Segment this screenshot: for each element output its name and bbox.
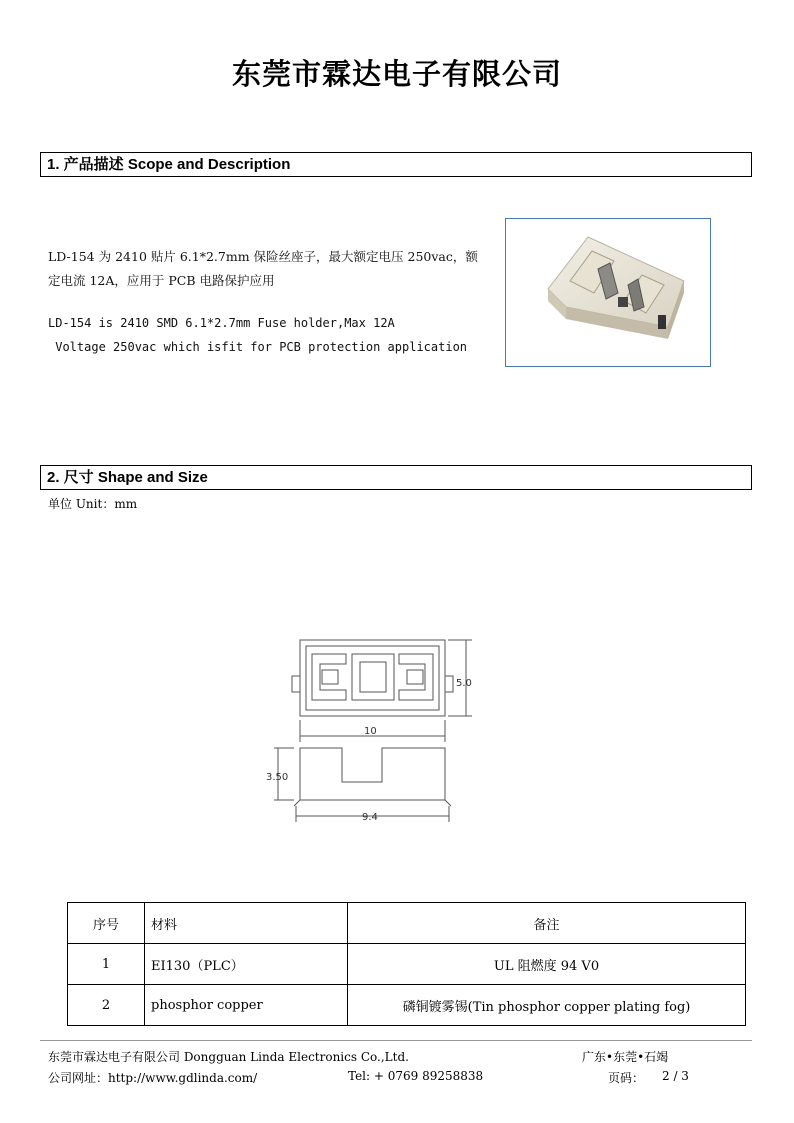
dim-length-side: 9.4 [362,812,378,823]
row-material: EI130（PLC） [145,944,348,985]
table-row [68,944,746,985]
row-no: 2 [68,985,145,1026]
side-view [274,748,451,822]
footer-location: 广东•东莞•石竭 [582,1050,669,1064]
footer-company: 东莞市霖达电子有限公司 Dongguan Linda Electronics Co.,Ltd. [48,1050,409,1064]
header-note: 备注 [348,903,746,944]
section-1-heading: 1. 产品描述 Scope and Description [40,152,752,177]
section-2-heading: 2. 尺寸 Shape and Size [40,465,752,490]
description-en-line2: Voltage 250vac which isfit for PCB protection application [48,340,468,354]
header-material: 材料 [145,903,348,944]
company-title: 东莞市霖达电子有限公司 [231,57,562,91]
table-header-row [68,903,746,944]
dim-height-top: 5.0 [456,678,472,689]
footer-page-number: 2 / 3 [662,1069,689,1083]
description-cn-line1: LD-154 为 2410 贴片 6.1*2.7mm 保险丝座子，最大额定电压 250vac，额 [48,249,478,264]
unit-label: 单位 Unit：mm [48,497,138,511]
row-note: UL 阻燃度 94 V0 [348,944,746,985]
description-cn-line2: 定电流 12A，应用于 PCB 电路保护应用 [48,273,275,288]
footer-page-label: 页码： [608,1071,645,1085]
footer-website: 公司网址：http://www.gdlinda.com/ [48,1071,258,1085]
row-no: 1 [68,944,145,985]
header-no: 序号 [68,903,145,944]
dim-height-side: 3.50 [266,772,289,783]
row-note: 磷铜镀雾锡(Tin phosphor copper plating fog) [348,985,746,1026]
top-view [292,640,472,742]
description-en-line1: LD-154 is 2410 SMD 6.1*2.7mm Fuse holder,Max 12A [48,316,395,330]
product-photo [505,218,711,367]
materials-table [67,902,746,1026]
dimension-drawing [260,630,500,830]
fuse-holder-illustration [506,219,709,365]
table-row [68,985,746,1026]
footer-divider [40,1040,752,1041]
footer-tel: Tel: + 0769 89258838 [348,1069,484,1083]
dim-length-top: 10 [364,726,377,737]
row-material: phosphor copper [145,985,348,1026]
